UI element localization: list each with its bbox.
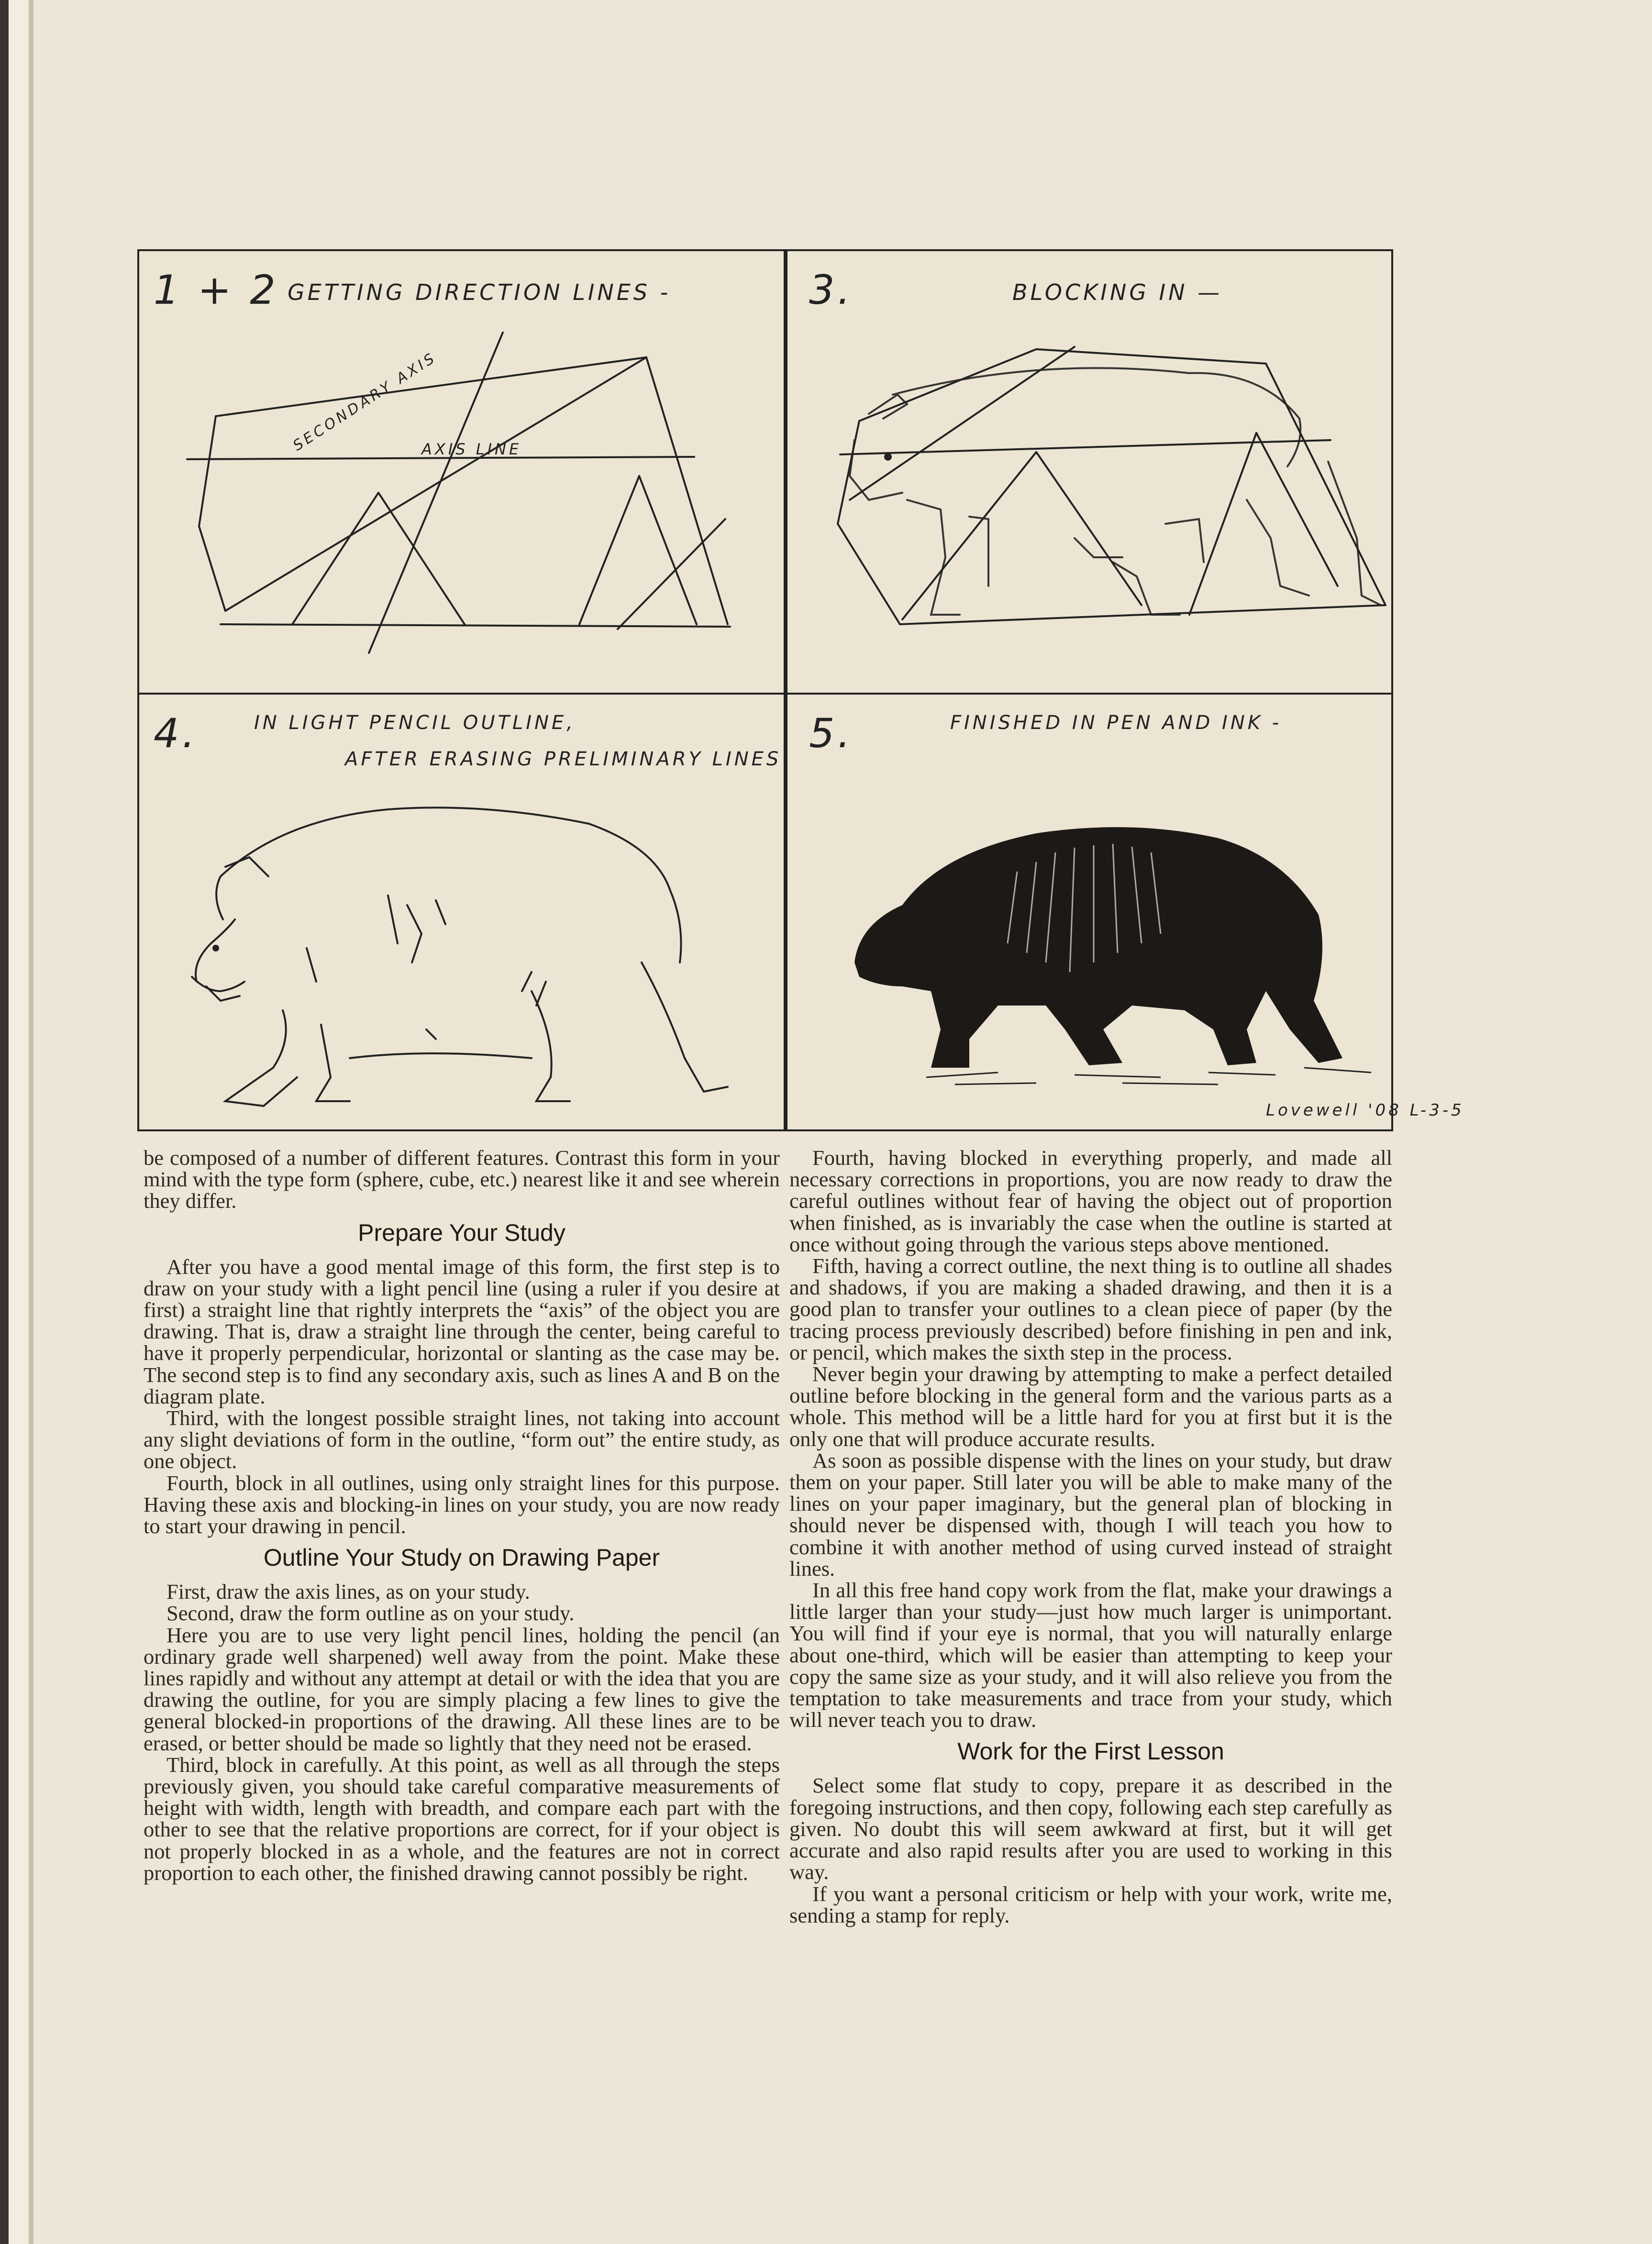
figure-panel-pencil-outline: [137, 693, 786, 1131]
bear-outline: [192, 807, 728, 1106]
paragraph: First, draw the axis lines, as on your study.: [166, 1580, 530, 1604]
paragraph: If you want a personal criticism or help with your work, write me, sending a stamp for reply.: [789, 1881, 1392, 1927]
panel-number: 4.: [154, 710, 198, 757]
paragraph: Third, with the longest possible straight lines, not taking into account any slight deviations of form in the outline, “form out” the entire study, as one object.: [144, 1406, 780, 1473]
finished-bear-drawing: [787, 695, 1464, 1129]
panel-number: 5.: [809, 710, 854, 757]
paragraph: Third, block in carefully. At this point, as well as all through the steps previously given, you should take careful comparative measurements of height with width, length with breadth, and compare each part with the other to see that the relative proportions are correct, for if your object is not properly blocked in as a whole, and the features are not in correct proportion to each other, the finished drawing cannot possibly be right.: [144, 1752, 780, 1885]
ground-line: [900, 605, 1386, 624]
artist-signature: Lovewell '08 L-3-5: [1266, 1101, 1464, 1120]
blocking-in-diagram: [787, 251, 1391, 693]
paragraph: Second, draw the form outline as on your study.: [166, 1601, 575, 1625]
paragraph: Here you are to use very light pencil lines, holding the pencil (an ordinary grade well sharpened) well away from the point. Make these lines rapidly and without any attempt at detail or with the idea that you are drawing the outline, for you are simply placing a few lines to give the general blocked-in proportions of the drawing. All these lines are to be erased, or better should be made so lightly that they need not be erased.: [144, 1623, 780, 1755]
ground-hatching: [926, 1068, 1371, 1084]
gutter: [29, 0, 33, 2244]
heading-work-first-lesson: Work for the First Lesson: [957, 1738, 1224, 1765]
axis-line-label: AXIS LINE: [421, 440, 522, 458]
paragraph: Select some flat study to copy, prepare it as described in the foregoing instructions, and then copy, following each step carefully as given. No doubt this will seem awkward at first, but it will get accurate and also rapid results after you are used to working in this way.: [789, 1773, 1392, 1884]
paragraph: As soon as possible dispense with the lines on your study, but draw them on your paper. Still later you will be able to make many of the lines on your paper imaginary, but the general plan of blocking in should never be dispensed with, though I will teach you how to combine it with another method of using curved instead of straight lines.: [789, 1448, 1392, 1581]
panel-number: 3.: [809, 266, 854, 313]
panel-caption: FINISHED IN PEN AND INK -: [950, 712, 1282, 734]
left-text-column: [144, 1147, 780, 1884]
pencil-outline-diagram: [139, 695, 784, 1129]
paragraph-intro: be composed of a number of different features. Contrast this form in your mind with the type form (sphere, cube, etc.) nearest like it and see wherein they differ.: [144, 1146, 780, 1213]
panel-caption: GETTING DIRECTION LINES -: [288, 279, 671, 305]
panel-caption-line2: AFTER ERASING PRELIMINARY LINES: [345, 748, 782, 770]
direction-lines-diagram: [139, 251, 784, 693]
paragraph: In all this free hand copy work from the flat, make your drawings a little larger than your study—just how much larger is unimportant. You will find if your eye is normal, that you will naturally enlarge about one-third, which will be easier than attempting to keep your copy the same size as your study, and it will also relieve you from the temptation to take measurements and trace from your study, which will never teach you to draw.: [789, 1578, 1392, 1732]
binding-shadow: [0, 0, 9, 2244]
ground-line: [221, 624, 730, 627]
right-text-column: [789, 1147, 1392, 1926]
panel-caption: BLOCKING IN —: [1012, 279, 1223, 305]
heading-outline-study: Outline Your Study on Drawing Paper: [263, 1544, 660, 1571]
facing-page-edge: [9, 0, 29, 2244]
bear-ink: [854, 827, 1342, 1068]
axis-line: [840, 440, 1330, 454]
figure-panel-blocking-in: [786, 249, 1393, 695]
panel-caption-line1: IN LIGHT PENCIL OUTLINE,: [254, 712, 576, 734]
paragraph: Fourth, block in all outlines, using only straight lines for this purpose. Having these axis and blocking-in lines on your study, you are now ready to start your drawing in pencil.: [144, 1470, 780, 1538]
paragraph: Fourth, having blocked in everything properly, and made all necessary corrections in proportions, you are now ready to draw the careful outlines without fear of having the object out of proportion when finished, as is invariably the case when the outline is started at once without going through the various steps above mentioned.: [789, 1146, 1392, 1256]
paragraph: Fifth, having a correct outline, the next thing is to outline all shades and shadows, if you are making a shaded drawing, and then it is a good plan to transfer your outlines to a clean piece of paper (by the tracing process previously described) before finishing in pen and ink, or pencil, which makes the sixth step in the process.: [789, 1254, 1392, 1364]
secondary-axis-line: [225, 357, 646, 611]
panel-number: 1 + 2: [154, 266, 278, 313]
figure-panel-finished-ink: [786, 693, 1464, 1131]
heading-prepare-study: Prepare Your Study: [358, 1219, 565, 1246]
paragraph: Never begin your drawing by attempting to make a perfect detailed outline before blocking in the general form and the various parts as a whole. This method will be a little hard for you at first but it is the only one that will produce accurate results.: [789, 1362, 1392, 1451]
bear-sketch: [850, 368, 1381, 615]
secondary-axis-label: SECONDARY AXIS: [290, 349, 440, 454]
figure-panel-direction-lines: [137, 249, 786, 695]
paragraph: After you have a good mental image of this form, the first step is to draw on your study with a light pencil line (using a ruler if you desire at first) a straight line that rightly interprets the “axis” of the object you are drawing. That is, draw a straight line through the center, being careful to have it properly perpendicular, horizontal or slanting as the case may be. The second step is to find any secondary axis, such as lines A and B on the diagram plate.: [144, 1254, 780, 1408]
